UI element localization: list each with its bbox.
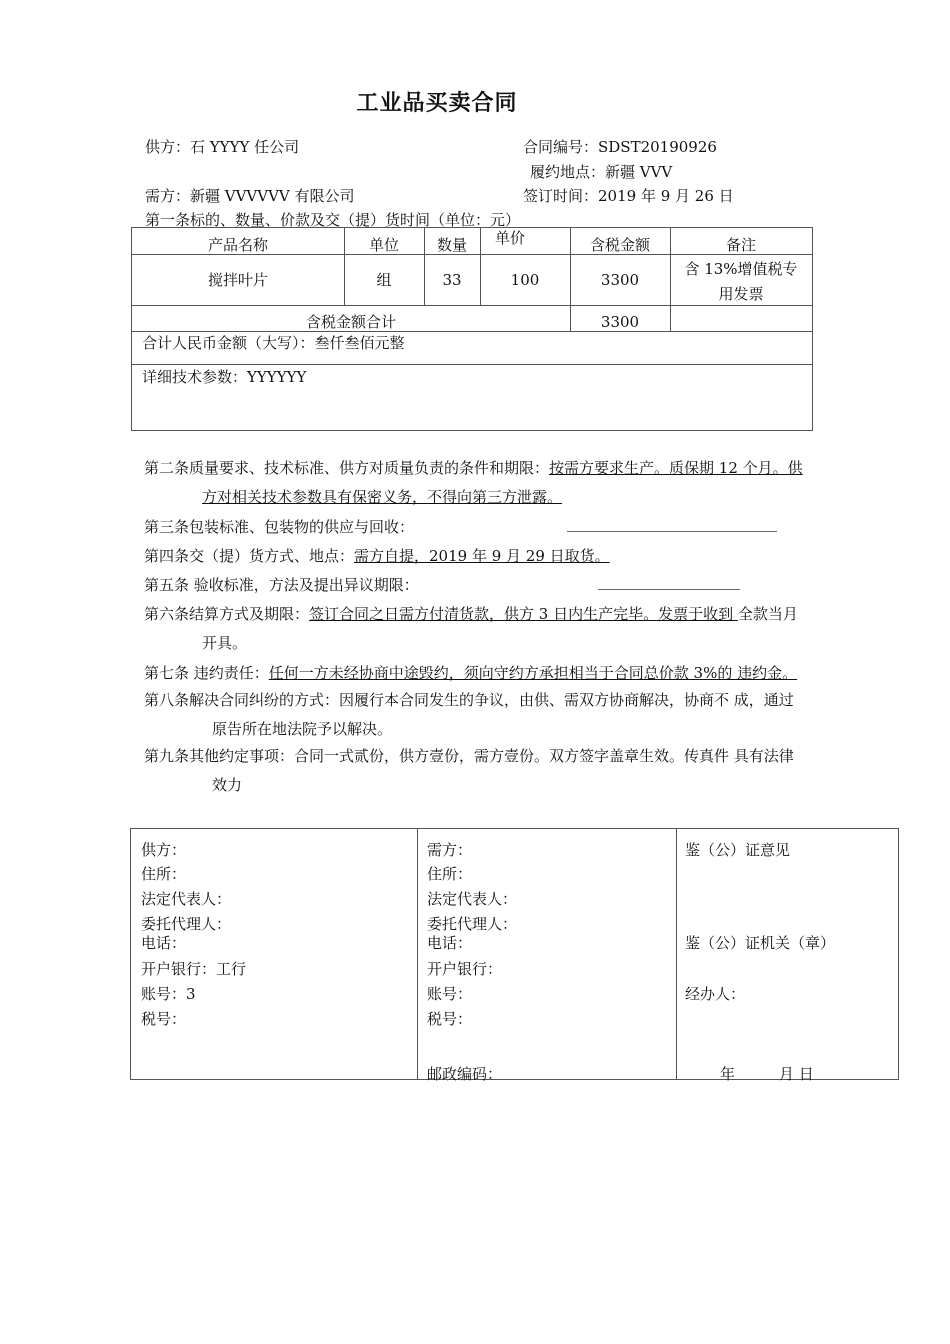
table-rule xyxy=(417,829,418,1079)
clause-2-underlined: 按需方要求生产。质保期 12 个月。供 xyxy=(549,459,803,477)
header-quantity: 数量 xyxy=(436,236,467,254)
clause-8-continued: 原告所在地法院予以解决。 xyxy=(212,720,393,738)
product-quantity: 33 xyxy=(442,271,462,289)
clause-9-text: 第九条其他约定事项：合同一式贰份，供方壹份，需方壹份。双方签字盖章生效。传真件 具有法律 xyxy=(144,747,794,765)
clause-5 xyxy=(144,571,899,600)
clause-6-tail: 全款当月 xyxy=(737,605,798,623)
clause-5-text: 第五条 验收标准，方法及提出异议期限： xyxy=(144,576,419,594)
supplier-party: 供方： xyxy=(141,841,187,859)
product-unit: 组 xyxy=(376,271,392,289)
notary-year: 年 xyxy=(720,1065,736,1083)
clause-7-prefix: 第七条 违约责任： xyxy=(144,664,269,682)
header-unit: 单位 xyxy=(368,236,399,254)
product-note-line1: 含 13%增值税专 xyxy=(684,260,798,278)
supplier-agent: 委托代理人： xyxy=(141,915,232,933)
sign-date: 签订时间：2019 年 9 月 26 日 xyxy=(523,187,734,205)
supplier-name: 供方：石 YYYY 任公司 xyxy=(145,138,300,156)
buyer-name: 需方：新疆 VVVVVV 有限公司 xyxy=(145,187,355,205)
buyer-agent: 委托代理人： xyxy=(427,915,518,933)
buyer-postal-code: 邮政编码： xyxy=(427,1065,503,1083)
table-rule xyxy=(132,305,812,306)
clause-4-underlined: 需方自提，2019 年 9 月 29 日取货。 xyxy=(354,547,610,565)
clause-8 xyxy=(144,686,899,744)
clause-3-text: 第三条包装标准、包装物的供应与回收： xyxy=(144,518,415,536)
clause-7-underlined: 任何一方未经协商中途毁约，须向守约方承担相当于合同总价款 3%的 违约金。 xyxy=(268,664,798,682)
clause-5-blank-line xyxy=(598,575,740,590)
clause-6-underlined: 签订合同之日需方付清货款，供方 3 日内生产完毕。发票于收到 xyxy=(309,605,738,623)
notary-handler: 经办人： xyxy=(685,985,746,1003)
clause-9-continued: 效力 xyxy=(212,776,243,794)
performance-place: 履约地点：新疆 VVV xyxy=(530,163,673,181)
notary-opinion: 鉴（公）证意见 xyxy=(685,841,791,859)
supplier-tax-id: 税号： xyxy=(141,1010,187,1028)
clause-7 xyxy=(144,659,899,688)
buyer-bank: 开户银行： xyxy=(427,960,503,978)
clause-6-prefix: 第六条结算方式及期限： xyxy=(144,605,310,623)
product-amount: 3300 xyxy=(600,271,640,289)
clause-3-blank-line xyxy=(567,517,777,532)
supplier-phone: 电话： xyxy=(141,934,187,952)
clause-4 xyxy=(144,542,899,571)
buyer-party: 需方： xyxy=(427,841,473,859)
article-1-heading: 第一条标的、数量、价款及交（提）货时间（单位：元） xyxy=(145,211,521,229)
header-unit-price: 单价 xyxy=(494,229,525,247)
total-value: 3300 xyxy=(600,313,640,331)
rmb-total-text: 合计人民币金额（大写）：叁仟叁佰元整 xyxy=(142,334,405,352)
clause-2-continued: 方对相关技术参数具有保密义务，不得向第三方泄露。 xyxy=(202,488,563,506)
contract-number: 合同编号：SDST20190926 xyxy=(523,138,717,156)
product-unit-price: 100 xyxy=(510,271,540,289)
notary-authority: 鉴（公）证机关（章） xyxy=(685,934,836,952)
clause-3 xyxy=(144,513,899,542)
header-amount: 含税金额 xyxy=(589,236,650,254)
supplier-address: 住所： xyxy=(141,865,187,883)
buyer-address: 住所： xyxy=(427,865,473,883)
buyer-legal-rep: 法定代表人： xyxy=(427,890,518,908)
clause-6-continued: 开具。 xyxy=(202,634,248,652)
clause-4-prefix: 第四条交（提）货方式、地点： xyxy=(144,547,355,565)
buyer-tax-id: 税号： xyxy=(427,1010,473,1028)
table-rule xyxy=(132,364,812,365)
buyer-phone: 电话： xyxy=(427,934,473,952)
signature-table xyxy=(130,828,899,1083)
product-name: 搅拌叶片 xyxy=(207,271,268,289)
clause-2-prefix: 第二条质量要求、技术标准、供方对质量负责的条件和期限： xyxy=(144,459,550,477)
clause-8-text: 第八条解决合同纠纷的方式：因履行本合同发生的争议，由供、需双方协商解决，协商不 成，通过 xyxy=(144,691,794,709)
tech-params-text: 详细技术参数：YYYYYY xyxy=(142,368,307,386)
supplier-legal-rep: 法定代表人： xyxy=(141,890,232,908)
clause-6 xyxy=(144,600,899,658)
document-title: 工业品买卖合同 xyxy=(356,91,518,116)
product-note-line2: 用发票 xyxy=(718,285,764,303)
clause-9 xyxy=(144,742,899,800)
supplier-bank: 开户银行：工行 xyxy=(141,960,247,978)
header-product-name: 产品名称 xyxy=(207,236,268,254)
clause-2 xyxy=(144,454,899,512)
buyer-account: 账号： xyxy=(427,985,473,1003)
product-table xyxy=(131,227,813,431)
table-rule xyxy=(676,829,677,1079)
supplier-account: 账号：3 xyxy=(141,985,196,1003)
header-note: 备注 xyxy=(725,236,756,254)
total-label: 含税金额合计 xyxy=(305,313,396,331)
notary-month-day: 月 日 xyxy=(779,1065,814,1083)
